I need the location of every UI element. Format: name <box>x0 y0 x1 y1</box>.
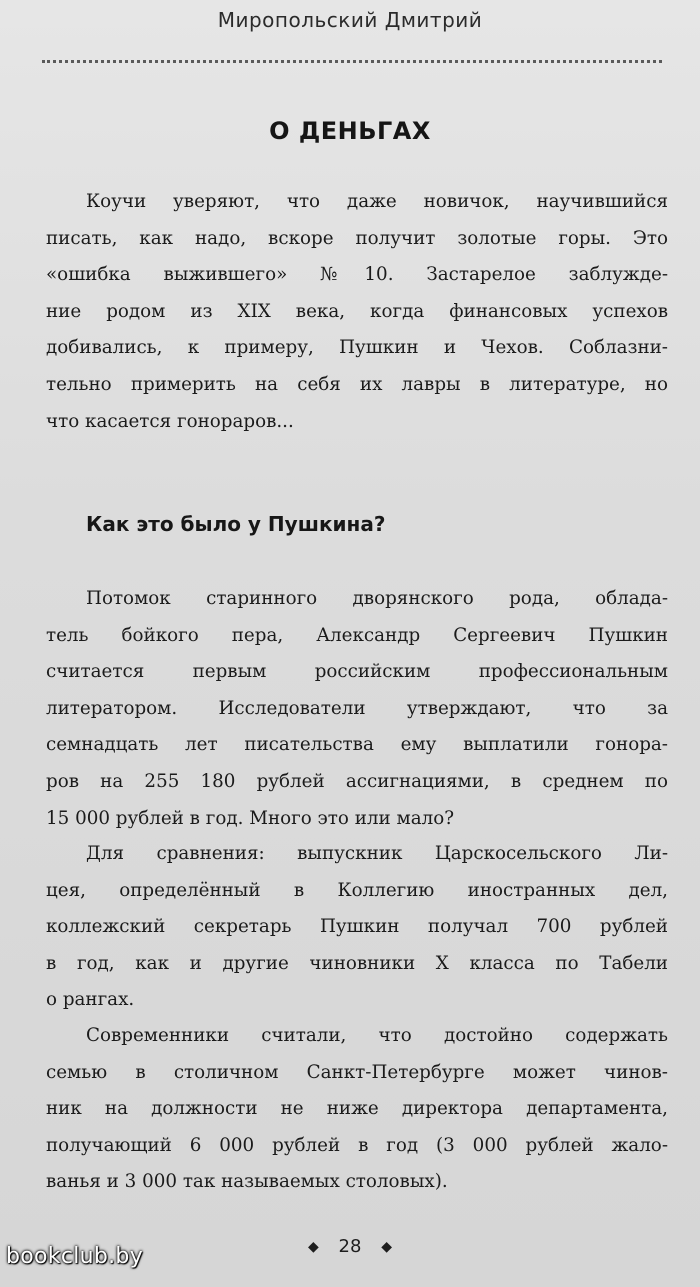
text-line: Коучи уверяют, что даже новичок, научившийся <box>86 191 668 212</box>
section-subheading: Как это было у Пушкина? <box>86 512 386 536</box>
header-dotted-rule <box>42 60 662 63</box>
text-line: в год, как и другие чиновники X класса по Табели <box>46 952 668 974</box>
text-line: что касается гонораров... <box>46 410 294 432</box>
paragraph-contemporaries <box>46 1018 668 1201</box>
text-line: цея, определённый в Коллегию иностранных дел, <box>46 879 668 901</box>
text-line: Потомок старинного дворянского рода, облада- <box>86 588 668 609</box>
text-line: ванья и 3 000 так называемых столовых). <box>46 1171 448 1193</box>
chapter-title: О ДЕНЬГАХ <box>269 117 431 145</box>
text-line: коллежский секретарь Пушкин получал 700 рублей <box>46 916 668 938</box>
site-watermark: bookclub.by <box>6 1244 144 1269</box>
text-line: ние родом из XIX века, когда финансовых успехов <box>46 300 668 322</box>
text-line: семью в столичном Санкт-Петербурге может чинов- <box>46 1061 668 1083</box>
text-line: Современники считали, что достойно содержать <box>86 1025 668 1046</box>
text-line: «ошибка выжившего» №10. Застарелое заблужде- <box>46 264 668 286</box>
ornament-dot-right: ◆ <box>381 1239 392 1255</box>
text-line: Для сравнения: выпускник Царскосельского Ли- <box>86 843 668 864</box>
text-line: о рангах. <box>46 989 135 1011</box>
text-line: добивались, к примеру, Пушкин и Чехов. Соблазни- <box>46 337 668 359</box>
text-line: писать, как надо, вскоре получит золотые горы. Это <box>46 227 668 249</box>
text-line: тель бойкого пера, Александр Сергеевич Пушкин <box>46 624 668 646</box>
ornament-dot-left: ◆ <box>308 1239 319 1255</box>
intro-paragraph <box>46 184 668 440</box>
running-header: Миропольский Дмитрий <box>217 8 483 32</box>
text-line: тельно примерить на себя их лавры в литературе, но <box>46 373 668 395</box>
text-line: считается первым российским профессиональным <box>46 661 668 683</box>
paragraph-pushkin-income <box>46 581 668 837</box>
text-line: семнадцать лет писательства ему выплатили гонора- <box>46 734 668 756</box>
text-line: получающий 6 000 рублей в год (3 000 рублей жало- <box>46 1134 668 1156</box>
text-line: 15 000 рублей в год. Много это или мало? <box>46 807 455 829</box>
text-line: литератором. Исследователи утверждают, что за <box>46 697 668 719</box>
text-line: ров на 255 180 рублей ассигнациями, в среднем по <box>46 770 668 792</box>
paragraph-comparison <box>46 836 668 1019</box>
text-line: ник на должности не ниже директора департамента, <box>46 1098 668 1120</box>
page-number: 28 <box>338 1236 362 1257</box>
